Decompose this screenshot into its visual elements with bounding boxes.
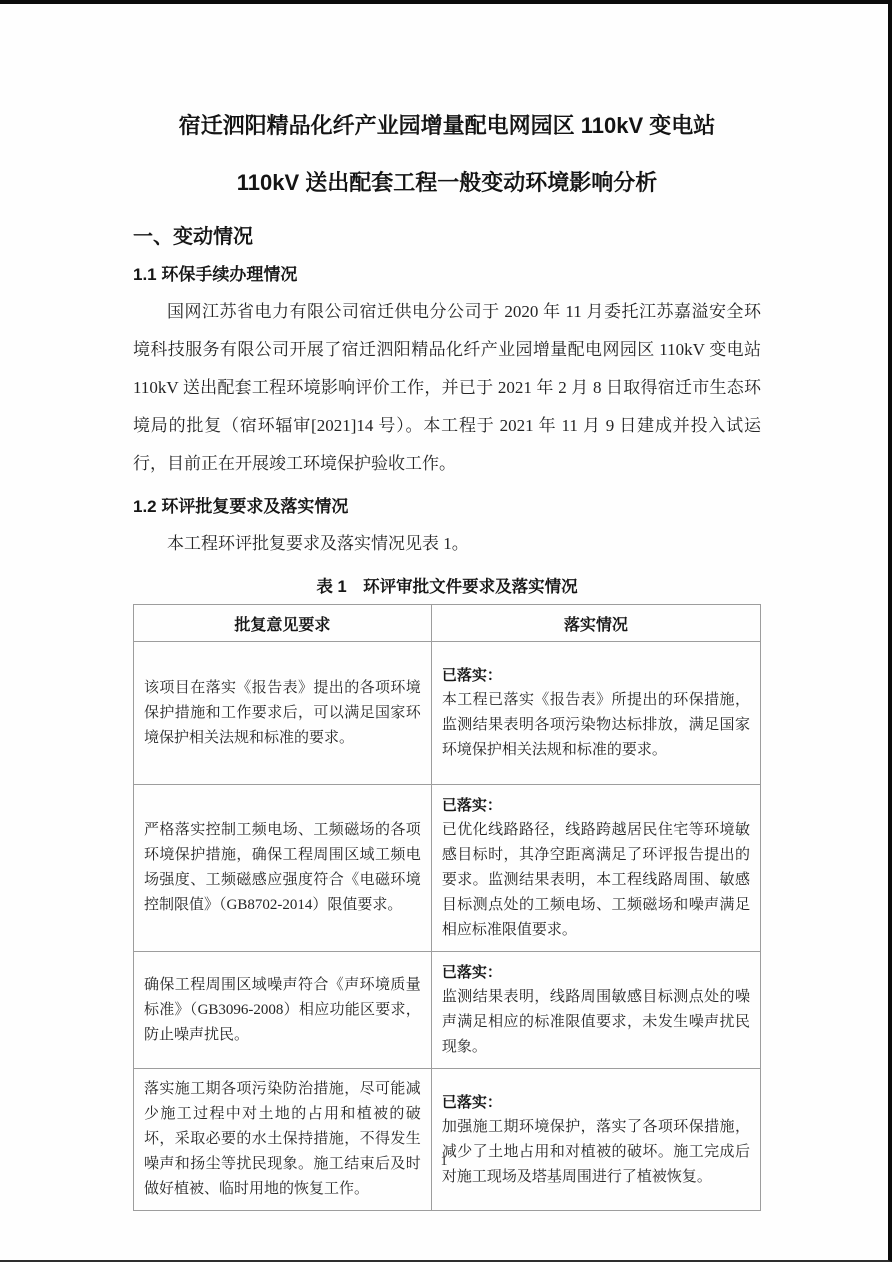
status-cell [431, 785, 760, 952]
page-number: 1 [440, 1154, 448, 1169]
table-caption: 表 1 环评审批文件要求及落实情况 [316, 578, 578, 596]
requirement-cell: 落实施工期各项污染防治措施，尽可能减少施工过程中对土地的占用和植被的破坏，采取必要的水土保持措施，不得发生噪声和扬尘等扰民现象。施工结束后及时做好植被、临时用地的恢复工作。 [134, 1069, 432, 1211]
status-cell [431, 952, 760, 1069]
status-label: 已落实： [441, 964, 502, 981]
paragraph-table-reference: 本工程环评批复要求及落实情况见表 1。 [167, 534, 469, 553]
column-header-status: 落实情况 [431, 605, 760, 642]
status-detail: 本工程已落实《报告表》所提出的环保措施，监测结果表明各项污染物达标排放，满足国家环境保护相关法规和标准的要求。 [441, 692, 750, 758]
title-line-1: 宿迁泗阳精品化纤产业园增量配电网园区 110kV 变电站 [178, 113, 716, 138]
status-label: 已落实： [441, 1093, 502, 1111]
status-cell [431, 642, 760, 785]
approval-requirements-table [133, 604, 761, 1211]
column-header-requirement: 批复意见要求 [134, 605, 432, 642]
title-line-2: 110kV 送出配套工程一般变动环境影响分析 [236, 170, 658, 195]
requirement-cell: 严格落实控制工频电场、工频磁场的各项环境保护措施，确保工程周围区域工频电场强度、工频磁感应强度符合《电磁环境控制限值》（GB8702-2014）限值要求。 [134, 785, 432, 952]
paragraph-permit-history: 国网江苏省电力有限公司宿迁供电分公司于 2020 年 11 月委托江苏嘉溢安全环境科技服务有限公司开展了宿迁泗阳精品化纤产业园增量配电网园区 110kV 变电站 110kV 送出配套工程环境影响评价工作，并已于 2021 年 2 月 8 日取得宿迁市生态环境局的批复（宿环辐审[2021]14 号）。本工程于 2021 年 11 月 9 日建成并投入试运行，目前正在开展竣工环境保护验收工作。 [133, 302, 761, 473]
table-header-row [134, 605, 761, 642]
subsection-heading-1-2: 1.2 环评批复要求及落实情况 [133, 497, 349, 516]
section-heading-change-overview: 一、变动情况 [133, 226, 253, 248]
table-row [134, 1069, 761, 1211]
status-detail: 加强施工期环境保护，落实了各项环保措施，减少了土地占用和对植被的破坏。施工完成后对施工现场及塔基周围进行了植被恢复。 [441, 1118, 750, 1185]
table-row [134, 952, 761, 1069]
status-label: 已落实： [441, 667, 502, 684]
status-detail: 监测结果表明，线路周围敏感目标测点处的噪声满足相应的标准限值要求，未发生噪声扰民现象。 [441, 989, 750, 1055]
status-label: 已落实： [441, 797, 502, 814]
table-row [134, 642, 761, 785]
subsection-heading-1-1: 1.1 环保手续办理情况 [133, 265, 298, 284]
status-cell [431, 1069, 760, 1211]
document-content [133, 97, 761, 1211]
table-row [134, 785, 761, 952]
requirement-cell: 确保工程周围区域噪声符合《声环境质量标准》（GB3096-2008）相应功能区要求，防止噪声扰民。 [134, 952, 432, 1069]
status-detail: 已优化线路路径，线路跨越居民住宅等环境敏感目标时，其净空距离满足了环评报告提出的要求。监测结果表明，本工程线路周围、敏感目标测点处的工频电场、工频磁场和噪声满足相应标准限值要求。 [441, 822, 750, 938]
requirement-cell: 该项目在落实《报告表》提出的各项环境保护措施和工作要求后，可以满足国家环境保护相关法规和标准的要求。 [134, 642, 432, 785]
document-title [133, 97, 761, 211]
